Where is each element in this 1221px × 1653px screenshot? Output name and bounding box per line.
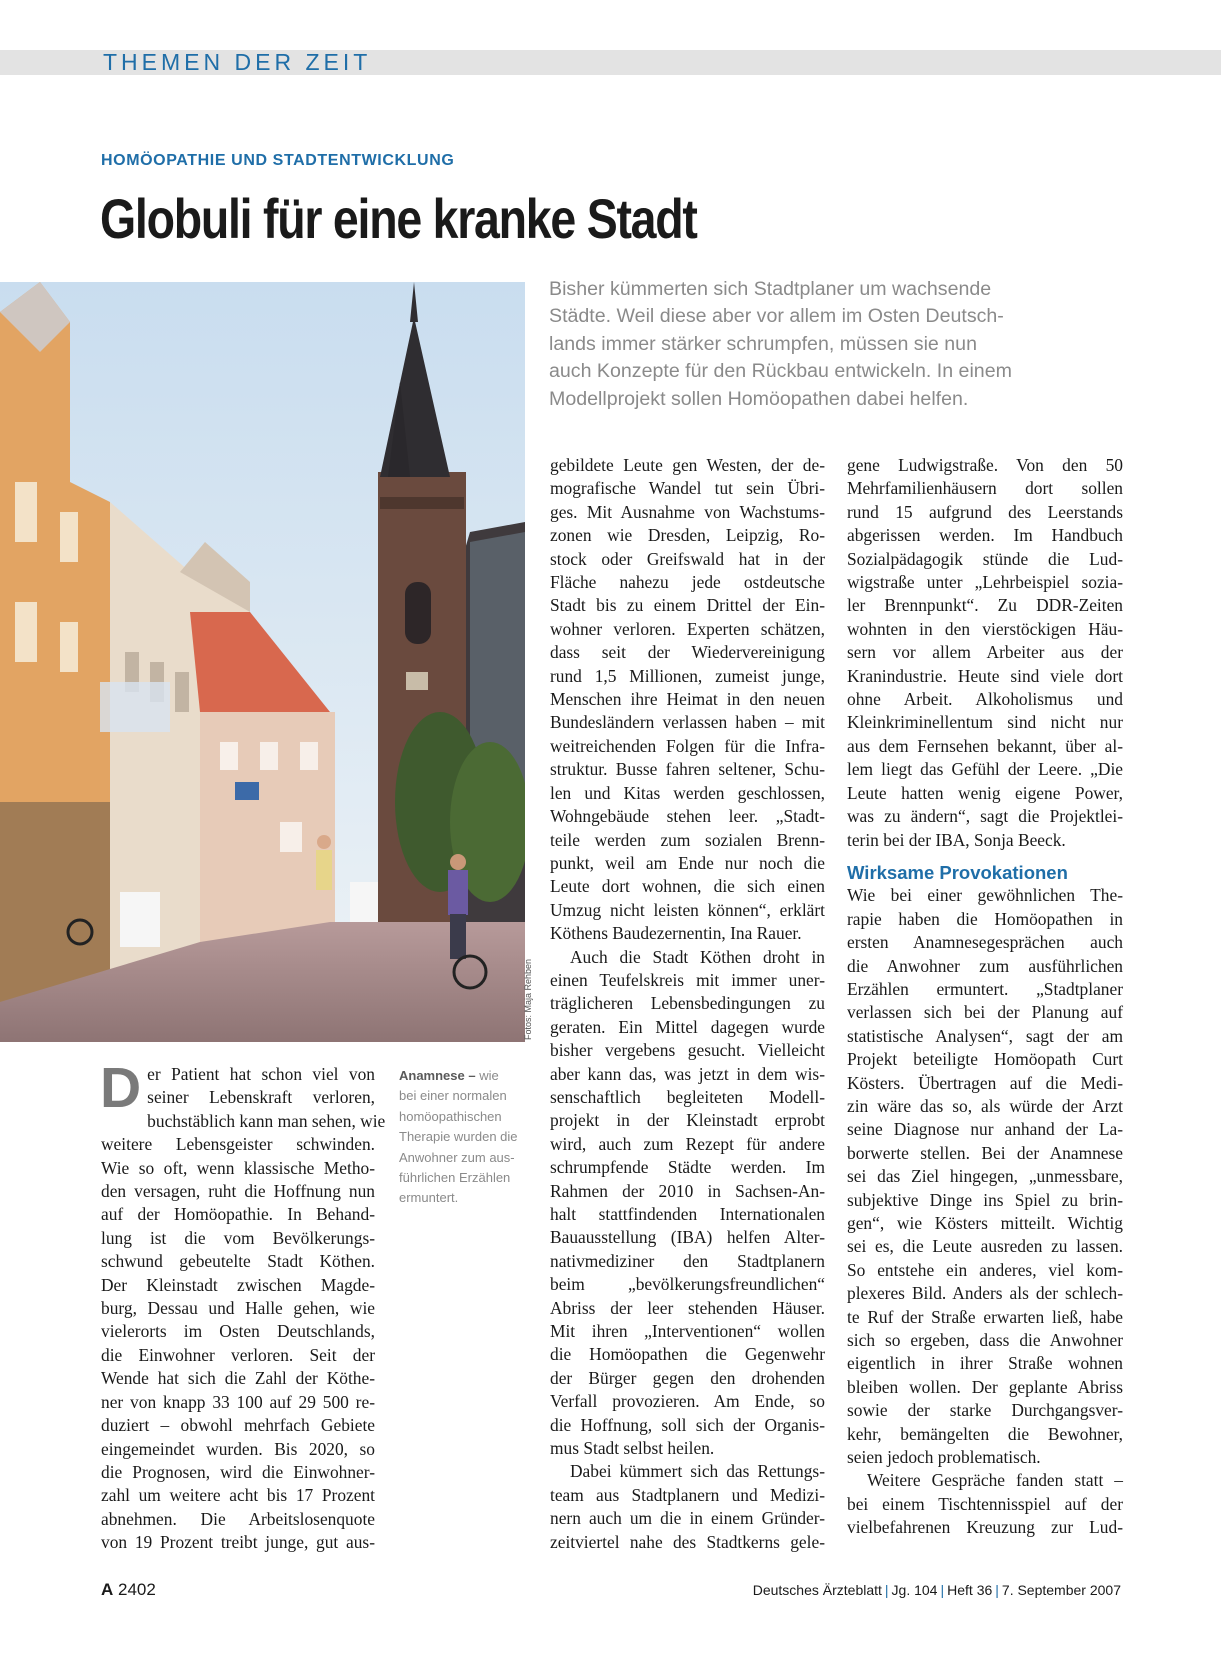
body-line: Der Kleinstadt zwischen Magde- — [101, 1274, 375, 1295]
body-line: halt stattfindenden Internationalen — [550, 1204, 825, 1224]
body-line: Mit ihren „Interventionen“ wollen — [550, 1321, 825, 1342]
body-line: eigentlich in ihrer Straße wohnen — [847, 1353, 1123, 1374]
body-line: statistische Analysen“, sagt der am — [847, 1025, 1123, 1046]
journal-date: 7. September 2007 — [1001, 1582, 1121, 1598]
body-line: punkt, weil am Ende nur noch die — [550, 852, 825, 873]
body-line: gebildete Leute gen Westen, der de- — [550, 455, 825, 475]
caption-bold: Anamnese – — [399, 1068, 476, 1083]
caption-line: wie — [475, 1068, 499, 1083]
street-photo — [0, 282, 525, 1042]
body-line: burg, Dessau und Halle gehen, wie — [101, 1298, 375, 1319]
body-line: terin bei der IBA, Sonja Beeck. — [847, 829, 1066, 850]
page-prefix: A — [101, 1580, 114, 1599]
body-line: ner von knapp 33 100 auf 29 500 re- — [101, 1391, 375, 1412]
body-line: eingemeindet wurden. Bis 2020, so — [101, 1438, 375, 1459]
body-line: Kösters. Übertragen auf die Medi- — [847, 1072, 1123, 1093]
body-line: den versagen, ruht die Hoffnung nun — [101, 1181, 375, 1202]
body-line: bei einem Tischtennisspiel auf der — [847, 1493, 1123, 1514]
body-line: zeitviertel nahe des Stadtkerns gele- — [550, 1531, 825, 1552]
body-line: dass seit der Wiedervereinigung — [550, 642, 825, 663]
body-line: der Bürger gegen den drohenden — [550, 1367, 825, 1388]
body-line: seien jedoch problematisch. — [847, 1447, 1041, 1468]
caption-line: Anwohner zum aus- — [399, 1149, 515, 1165]
body-line: vielerorts im Osten Deutschlands, — [101, 1321, 375, 1342]
body-line: te Ruf der Straße erwarten ließ, habe — [847, 1306, 1123, 1327]
lead-line: lands immer stärker schrumpfen, müssen sie nun — [549, 332, 977, 355]
col1-line-first-2: seiner Lebenskraft verloren, — [147, 1087, 375, 1108]
body-line: abnehmen. Die Arbeitslosenquote — [101, 1508, 375, 1529]
body-line: Köthens Baudezernentin, Ina Rauer. — [550, 923, 802, 944]
body-line: team aus Stadtplanern und Medizi- — [550, 1484, 825, 1505]
body-line: zonen wie Dresden, Leipzig, Ro- — [550, 525, 825, 546]
lead-line: Modellprojekt sollen Homöopathen dabei helfen. — [549, 387, 969, 410]
body-line: Leute dort wohnen, die sich einen — [550, 876, 825, 897]
body-line: sei das Ziel hingegen, „unmessbare, — [847, 1166, 1123, 1187]
body-line: Leute hatten wenig eigene Power, — [847, 782, 1123, 803]
body-line: Dabei kümmert sich das Rettungs- — [570, 1461, 825, 1482]
body-line: zin wäre das so, als würde der Arzt — [847, 1095, 1123, 1116]
body-line: zahl um weitere acht bis 17 Prozent — [101, 1485, 375, 1506]
body-line: Kleinkriminellentum sind nicht nur — [847, 712, 1123, 733]
body-line: verlassen sich bei der Planung auf — [847, 1002, 1123, 1023]
body-line: buchstäblich kann man sehen, wie — [147, 1110, 386, 1131]
body-line: nern auch um die in einem Gründer- — [550, 1508, 825, 1529]
body-line: ges. Mit Ausnahme von Wachstums- — [550, 501, 825, 522]
body-line: duziert – obwohl mehrfach Gebiete — [101, 1415, 375, 1436]
body-line: wohnten in den vierstöckigen Häu- — [847, 618, 1123, 639]
body-line: len und Kitas werden geschlossen, — [550, 782, 825, 803]
body-line: auf der Homöopathie. In Behand- — [101, 1204, 375, 1225]
body-line: subjektive Dinge ins Spiel zu brin- — [847, 1189, 1123, 1210]
body-line: Wie so oft, wenn klassische Metho- — [101, 1157, 375, 1178]
article-column-2 — [550, 454, 825, 1554]
body-line: rund 15 aufgrund des Leerstands — [847, 501, 1123, 522]
body-line: Sozialpädagogik stünde die Lud- — [847, 548, 1123, 569]
body-line: gene Ludwigstraße. Von den 50 — [847, 455, 1123, 475]
body-line: Abriss der leer stehenden Häuser. — [550, 1297, 825, 1318]
body-line: Wende hat sich die Zahl der Köthe- — [101, 1368, 375, 1389]
body-line: schwund gebeutelte Stadt Köthen. — [101, 1251, 375, 1272]
section-label: THEMEN DER ZEIT — [103, 49, 372, 75]
body-line: lem liegt das Gefühl der Leere. „Die — [847, 759, 1123, 780]
body-line: sei es, die Leute ausreden zu lassen. — [847, 1236, 1123, 1257]
caption-line: homöopathischen — [399, 1108, 502, 1124]
photo-caption — [399, 1066, 529, 1209]
photo-credit: Fotos: Maja Rehben — [523, 958, 533, 1040]
subheading: Wirksame Provokationen — [847, 861, 1068, 883]
article-column-1 — [100, 1056, 386, 1555]
journal-name: Deutsches Ärzteblatt — [752, 1582, 882, 1598]
body-line: mografische Wandel tut sein Übri- — [550, 478, 825, 499]
body-line: nativmediziner den Stadtplanern — [550, 1250, 825, 1271]
body-line: mus Stadt selbst heilen. — [550, 1438, 715, 1459]
body-line: senschaftlich begleiteten Modell- — [550, 1086, 825, 1107]
caption-line: Therapie wurden die — [399, 1129, 518, 1145]
body-line: ohne Arbeit. Alkoholismus und — [847, 689, 1123, 710]
lead-line: Bisher kümmerten sich Stadtplaner um wachsende — [549, 278, 992, 300]
body-line: was zu ändern“, sagt die Projektlei- — [847, 806, 1123, 827]
body-line: geraten. Ein Mittel dagegen wurde — [550, 1016, 825, 1037]
body-line: struktur. Busse fahren seltener, Schu- — [550, 759, 825, 780]
body-line: plexeres Bild. Anders als der schlech- — [847, 1283, 1123, 1304]
journal-footer: Deutsches Ärzteblatt | Jg. 104 | Heft 36 | 7. September 2007 — [752, 1582, 1121, 1598]
article-title: Globuli für eine kranke Stadt — [100, 187, 697, 250]
body-line: Rahmen der 2010 in Sachsen-An- — [550, 1180, 825, 1201]
body-line: ler Brennpunkt“. Zu DDR-Zeiten — [847, 595, 1123, 616]
journal-volume: Jg. 104 — [891, 1582, 938, 1598]
body-line: von 19 Prozent treibt junge, gut aus- — [101, 1532, 375, 1553]
body-line: gen“, wie Kösters mitteilt. Wichtig — [847, 1213, 1123, 1233]
body-line: aber kann das, was jetzt in dem wis- — [550, 1063, 825, 1084]
body-line: die Homöopathen die Gegenwehr — [550, 1344, 825, 1365]
body-line: sern vor allem Arbeiter aus der — [847, 642, 1123, 663]
body-line: Verfall provozieren. Am Ende, so — [550, 1391, 825, 1412]
caption-line: bei einer normalen — [399, 1088, 507, 1104]
article-lead — [549, 276, 1109, 413]
body-line: einen Teufelskreis mit immer uner- — [550, 969, 825, 990]
body-line: Kranindustrie. Heute sind viele dort — [847, 665, 1123, 686]
lead-line: auch Konzepte für den Rückbau entwickeln. In einem — [549, 360, 1012, 383]
caption-line: ermuntert. — [399, 1190, 459, 1206]
body-line: Projekt beteiligte Homöopath Curt — [847, 1049, 1123, 1070]
body-line: die Einwohner verloren. Seit der — [101, 1344, 375, 1365]
body-line: Mehrfamilienhäusern dort sollen — [847, 478, 1123, 499]
body-line: kehr, bemängelten die Bewohner, — [847, 1423, 1123, 1444]
body-line: teile werden zum sozialen Brenn- — [550, 829, 825, 850]
body-line: sowie der starke Durchgangsver- — [847, 1400, 1123, 1421]
body-line: stock oder Greifswald hat in der — [550, 548, 825, 569]
article-column-3 — [847, 454, 1123, 1540]
body-line: beim „bevölkerungsfreundlichen“ — [550, 1274, 825, 1295]
body-line: träglicheren Lebensbedingungen zu — [550, 993, 825, 1014]
body-line: sich so ergeben, dass die Anwohner — [847, 1330, 1123, 1351]
body-line: die Anwohner zum ausführlichen — [847, 955, 1123, 976]
body-line: die Hoffnung, soll sich der Organis- — [550, 1414, 825, 1435]
body-line: bisher vergebens gesucht. Vielleicht — [550, 1040, 825, 1061]
body-line: wigstraße unter „Lehrbeispiel sozia- — [847, 572, 1123, 593]
body-line: projekt in der Kleinstadt erprobt — [550, 1110, 825, 1131]
body-line: lung ist die vom Bevölkerungs- — [101, 1227, 375, 1248]
page-number-value: 2402 — [118, 1580, 156, 1599]
body-line: vielbefahrenen Kreuzung zur Lud- — [847, 1517, 1123, 1538]
body-line: bleiben wollen. Der geplante Abriss — [847, 1376, 1123, 1397]
journal-issue: Heft 36 — [947, 1582, 993, 1598]
body-line: Stadt bis zu einem Drittel der Ein- — [550, 595, 825, 616]
body-line: Fläche nahezu jede ostdeutsche — [550, 572, 825, 593]
body-line: weitere Lebensgeister schwinden. — [101, 1134, 375, 1155]
body-line: die Prognosen, wird die Einwohner- — [101, 1461, 375, 1482]
drop-cap: D — [100, 1056, 142, 1120]
body-line: So entstehe ein anderes, viel kom- — [847, 1259, 1123, 1280]
body-line: wohner verloren. Experten schätzen, — [550, 618, 825, 639]
body-line: Umzug nicht leisten können“, erklärt — [550, 899, 825, 920]
body-line: weitreichenden Folgen für die Infra- — [550, 735, 825, 756]
body-line: abgerissen werden. Im Handbuch — [847, 525, 1123, 546]
body-line: Bauausstellung (IBA) helfen Alter- — [550, 1227, 825, 1248]
body-line: Wohngebäude stehen leer. „Stadt- — [550, 806, 825, 827]
body-line: rund 1,5 Millionen, zumeist junge, — [550, 665, 825, 686]
body-line: ersten Anamnesegesprächen auch — [847, 932, 1123, 953]
caption-line: führlichen Erzählen — [399, 1170, 511, 1186]
page-number — [101, 1580, 156, 1600]
body-line: Weitere Gespräche fanden statt – — [867, 1470, 1123, 1491]
article-kicker: HOMÖOPATHIE UND STADTENTWICKLUNG — [101, 152, 455, 169]
lead-line: Städte. Weil diese aber vor allem im Osten Deutsch- — [549, 305, 1004, 328]
body-line: Wie bei einer gewöhnlichen The- — [847, 885, 1123, 906]
body-line: rapie haben die Homöopathen in — [847, 908, 1123, 929]
body-line: borwerte stellen. Bei der Anamnese — [847, 1142, 1123, 1163]
body-line: wird, auch zum Rezept für andere — [550, 1133, 825, 1154]
body-line: Menschen ihre Heimat in den neuen — [550, 689, 825, 710]
body-line: Bundesländern verlassen haben – mit — [550, 712, 825, 733]
body-line: Erzählen ermuntert. „Stadtplaner — [847, 978, 1123, 999]
body-line: aus dem Fernsehen bekannt, über al- — [847, 735, 1123, 756]
body-line: schrumpfende Städte werden. Im — [550, 1157, 825, 1178]
body-line: Auch die Stadt Köthen droht in — [570, 946, 825, 967]
col1-line-first-1: er Patient hat schon viel von — [147, 1064, 375, 1084]
body-line: seine Diagnose nur anhand der La- — [847, 1119, 1123, 1140]
